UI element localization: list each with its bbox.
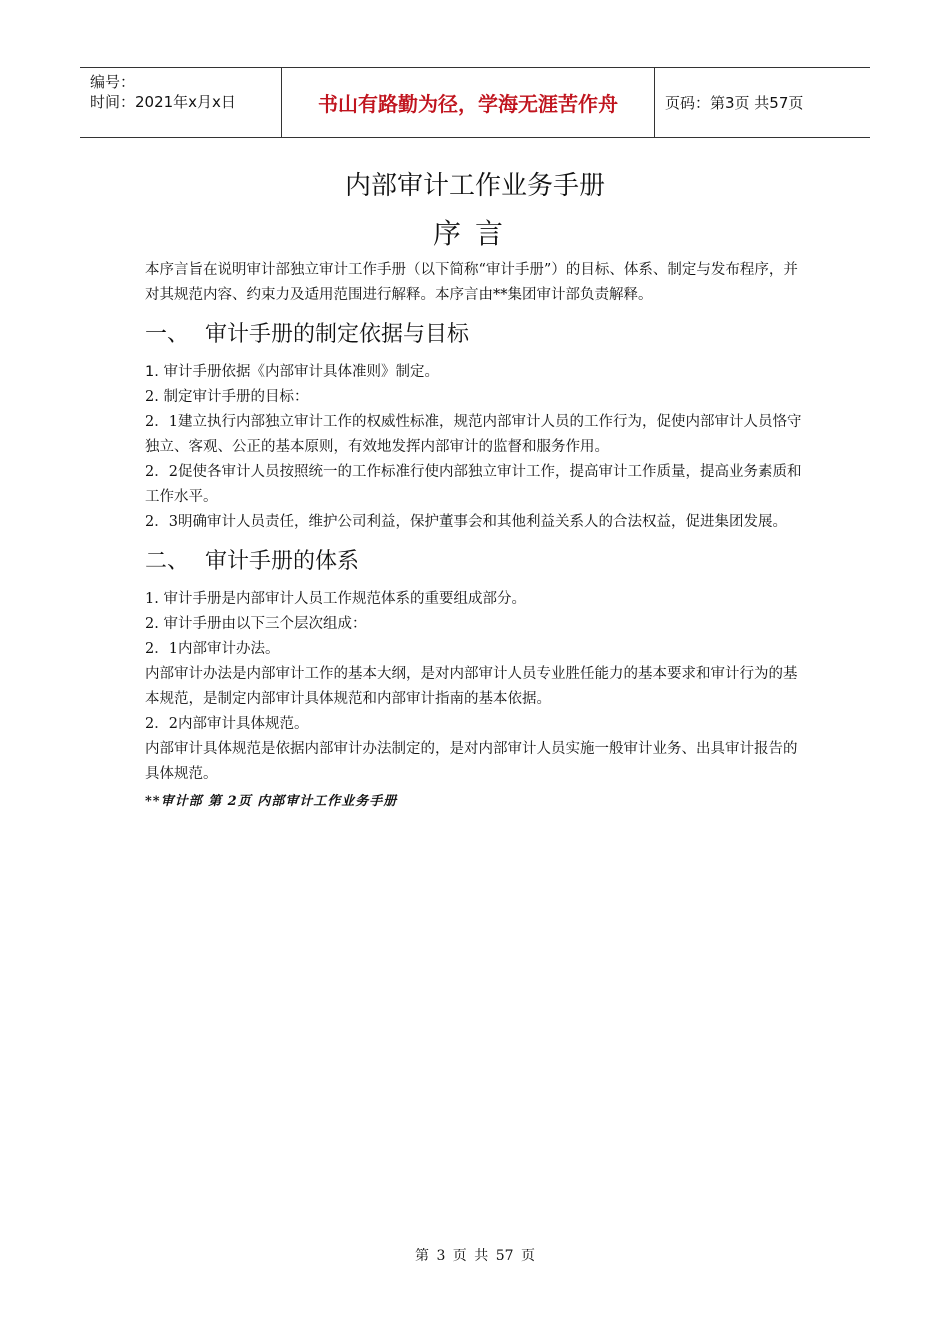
- header-page-cell: [655, 68, 870, 137]
- section-1-item: 2．1建立执行内部独立审计工作的权威性标准，规范内部审计人员的工作行为，促使内部审计人员恪守独立、客观、公正的基本原则，有效地发挥内部审计的监督和服务作用。: [145, 414, 802, 455]
- date-label: 时间：2021年x月x日: [90, 93, 236, 111]
- section-1-item: 2．3明确审计人员责任，维护公司利益，保护董事会和其他利益关系人的合法权益，促进集团发展。: [145, 514, 787, 530]
- page-footer: 第 3 页 共 57 页: [415, 1248, 535, 1264]
- page-info: 页码：第3页 共57页: [665, 94, 804, 112]
- header-left-cell: [80, 68, 282, 137]
- section-2-item: 内部审计具体规范是依据内部审计办法制定的，是对内部审计人员实施一般审计业务、出具审计报告的具体规范。: [145, 741, 798, 782]
- section-2-title: 审计手册的体系: [205, 549, 360, 574]
- inner-footer: **审计部 第 2页 内部审计工作业务手册: [145, 794, 398, 809]
- header-table: [80, 67, 870, 138]
- header-motto-cell: [282, 68, 655, 137]
- section-2-item: 2．1内部审计办法。: [145, 641, 280, 657]
- section-1-title: 审计手册的制定依据与目标: [205, 322, 470, 347]
- document-title: 内部审计工作业务手册: [344, 171, 605, 201]
- section-2-item: 2. 审计手册由以下三个层次组成：: [145, 616, 367, 632]
- section-2-item: 内部审计办法是内部审计工作的基本大纲，是对内部审计人员专业胜任能力的基本要求和审计行为的基本规范，是制定内部审计具体规范和内部审计指南的基本依据。: [145, 666, 798, 707]
- motto-text: 书山有路勤为径，学海无涯苦作舟: [318, 92, 618, 116]
- document-body: [145, 258, 805, 814]
- section-2-item: 2．2内部审计具体规范。: [145, 716, 309, 732]
- preface-title: 序言: [432, 217, 517, 250]
- section-1-number: 一、: [145, 322, 190, 347]
- section-2-number: 二、: [145, 549, 190, 574]
- section-1-item: 1. 审计手册依据《内部审计具体准则》制定。: [145, 364, 439, 380]
- section-1-item: 2. 制定审计手册的目标：: [145, 389, 309, 405]
- serial-label: 编号：: [90, 73, 136, 91]
- section-2-item: 1. 审计手册是内部审计人员工作规范体系的重要组成部分。: [145, 591, 526, 607]
- section-1-item: 2．2促使各审计人员按照统一的工作标准行使内部独立审计工作，提高审计工作质量，提高业务素质和工作水平。: [145, 464, 802, 505]
- section-1-heading: [145, 320, 805, 350]
- section-2-heading: [145, 547, 805, 577]
- intro-paragraph: 本序言旨在说明审计部独立审计工作手册（以下简称“审计手册”）的目标、体系、制定与发布程序，并对其规范内容、约束力及适用范围进行解释。本序言由**集团审计部负责解释。: [145, 262, 798, 303]
